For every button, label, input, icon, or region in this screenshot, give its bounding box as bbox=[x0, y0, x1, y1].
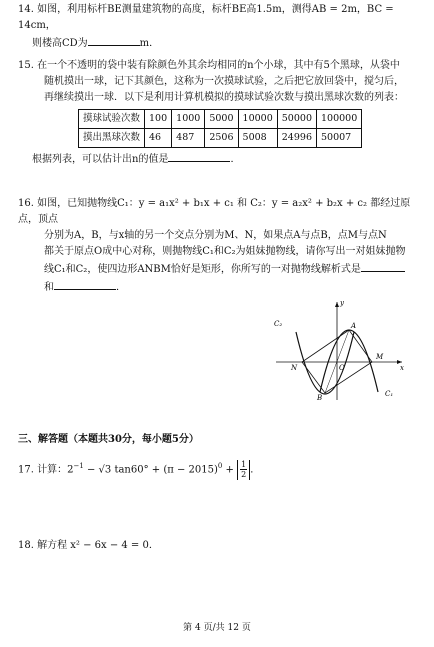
table-row bbox=[79, 129, 362, 148]
question-number: 15. bbox=[18, 60, 34, 71]
question-text: 如图，利用标杆BE测量建筑物的高度，标杆BE高1.5m，测得AB = 2m，BC = 14cm， bbox=[18, 4, 394, 31]
point-b-label: B bbox=[317, 394, 323, 402]
question-text: 根据列表，可以估计出n的值是 bbox=[32, 154, 169, 165]
table-cell: 100 bbox=[145, 110, 172, 129]
question-text: 都关于原点O成中心对称，则抛物线C₁和C₂为姐妹抛物线，请你写出一对姐妹抛物 bbox=[44, 246, 406, 257]
answer-blank[interactable] bbox=[88, 34, 140, 46]
table-cell: 5008 bbox=[238, 129, 277, 148]
table-cell: 100000 bbox=[317, 110, 362, 129]
absolute-value bbox=[237, 460, 250, 480]
table-cell: 1000 bbox=[172, 110, 205, 129]
answer-blank[interactable] bbox=[361, 260, 405, 272]
question-text: 再继续摸出一球．以下是利用计算机模拟的摸球试验次数与摸出黑球次数的列表： bbox=[44, 92, 404, 103]
question-text: 线C₁和C₂，使四边形ANBM恰好是矩形，你所写的一对抛物线解析式是 bbox=[44, 264, 361, 275]
question-16 bbox=[18, 196, 418, 296]
question-number: 17. bbox=[18, 464, 34, 476]
question-text: 如图，已知抛物线C₁：y = a₁x² + b₁x + c₁ 和 C₂：y = a₂x² + b₂x + c₂ 都经过原点，顶点 bbox=[18, 198, 411, 225]
experiment-table bbox=[78, 109, 362, 148]
answer-blank[interactable] bbox=[168, 150, 230, 162]
table-cell: 5000 bbox=[205, 110, 238, 129]
question-text: ． bbox=[230, 154, 241, 165]
table-cell: 24996 bbox=[277, 129, 316, 148]
point-a-label: A bbox=[351, 322, 357, 330]
origin-label: O bbox=[339, 364, 345, 372]
fraction-denominator: 2 bbox=[241, 469, 247, 479]
fraction bbox=[240, 460, 247, 479]
question-text: − √3 tan60° + (π − 2015) bbox=[83, 464, 218, 476]
section-heading: 三、解答题（本题共30分，每小题5分） bbox=[18, 434, 199, 445]
question-text: m． bbox=[139, 38, 160, 49]
exponent: 0 bbox=[217, 462, 223, 470]
question-15 bbox=[18, 58, 418, 168]
point-n-label: N bbox=[291, 364, 298, 372]
point-m-label: M bbox=[376, 353, 384, 361]
answer-blank[interactable] bbox=[54, 278, 116, 290]
table-cell: 2506 bbox=[205, 129, 238, 148]
table-cell: 50007 bbox=[317, 129, 362, 148]
y-axis-arrow bbox=[335, 302, 339, 307]
question-text: 在一个不透明的袋中装有除颜色外其余均相同的n个小球，其中有5个黑球，从袋中 bbox=[37, 60, 400, 71]
question-text: ． bbox=[116, 282, 126, 293]
c2-label: C₂ bbox=[274, 320, 283, 328]
question-14 bbox=[18, 2, 418, 52]
table-cell: 10000 bbox=[238, 110, 277, 129]
exponent: −1 bbox=[73, 462, 84, 470]
parabola-c2 bbox=[296, 332, 354, 394]
question-text: + bbox=[222, 464, 238, 476]
question-number: 16. bbox=[18, 198, 34, 209]
c1-label: C₁ bbox=[385, 390, 394, 398]
question-text: 则楼高CD为 bbox=[32, 38, 88, 49]
question-text: 和 bbox=[44, 282, 54, 293]
page-footer: 第 4 页/共 12 页 bbox=[183, 623, 251, 633]
question-number: 14. bbox=[18, 4, 34, 15]
question-text: 分别为A，B，与x轴的另一个交点分别为M、N，如果点A与点B，点M与点N bbox=[44, 230, 387, 241]
question-text: ． bbox=[250, 464, 261, 476]
fraction-numerator: 1 bbox=[241, 459, 247, 469]
table-row bbox=[79, 110, 362, 129]
table-cell: 46 bbox=[145, 129, 172, 148]
table-cell: 50000 bbox=[277, 110, 316, 129]
question-17 bbox=[18, 456, 418, 480]
question-text: 随机摸出一球，记下其颜色，这称为一次摸球试验，之后把它放回袋中，搅匀后， bbox=[44, 76, 404, 87]
question-text: 解方程 x² − 6x − 4 = 0． bbox=[37, 540, 159, 551]
x-axis-label: x bbox=[400, 364, 404, 372]
table-cell: 摸球试验次数 bbox=[79, 110, 145, 129]
table-cell: 487 bbox=[172, 129, 205, 148]
question-18 bbox=[18, 538, 418, 554]
y-axis-label: y bbox=[340, 299, 344, 307]
question-number: 18. bbox=[18, 540, 34, 551]
question-text: 计算：2 bbox=[37, 464, 74, 476]
table-cell: 摸出黑球次数 bbox=[79, 129, 145, 148]
parabola-figure bbox=[262, 296, 412, 406]
